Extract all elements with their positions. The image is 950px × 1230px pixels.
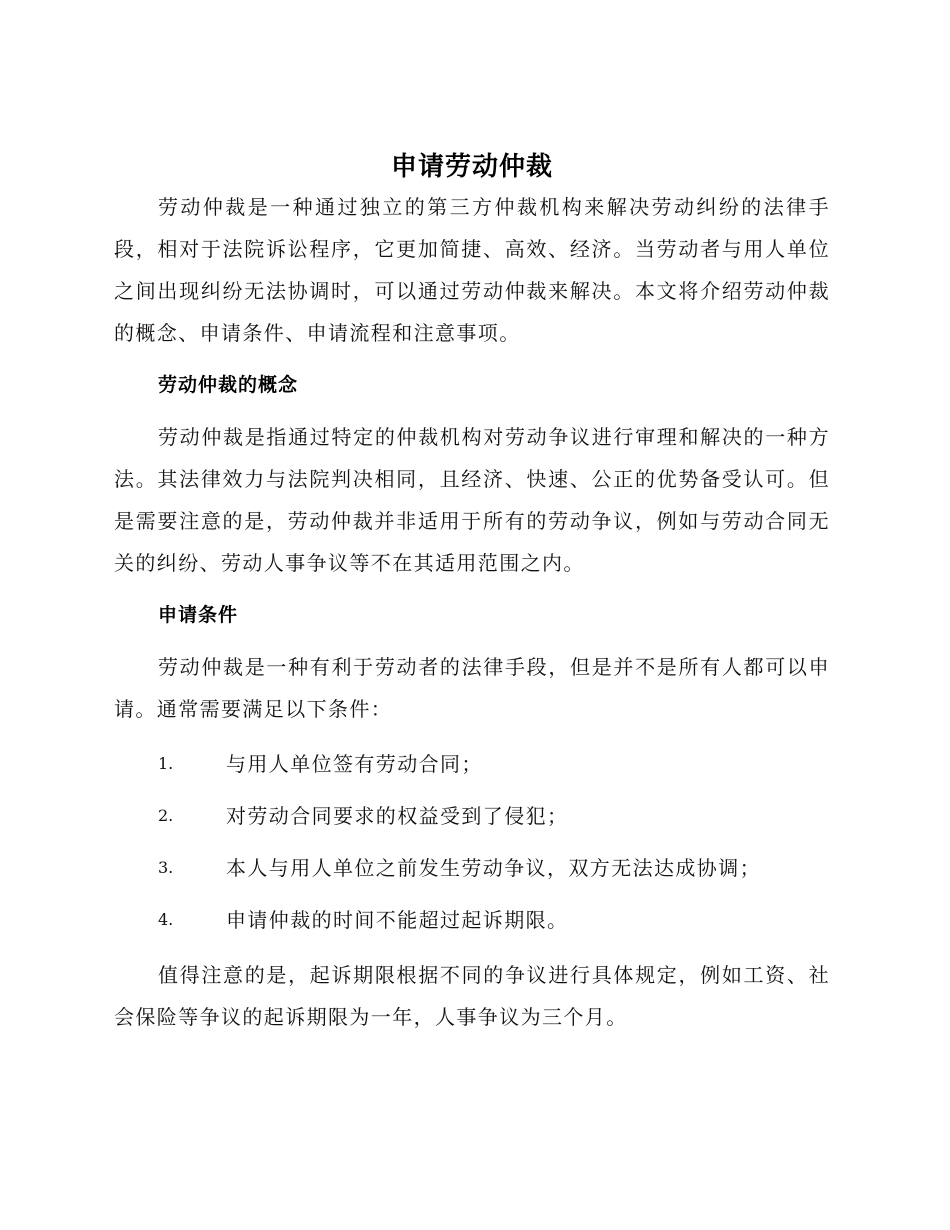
concept-paragraph: 劳动仲裁是指通过特定的仲裁机构对劳动争议进行审理和解决的一种方法。其法律效力与法院判决相同，且经济、快速、公正的优势备受认可。但是需要注意的是，劳动仲裁并非适用于所有的劳动争议，例如与劳动合同无关的纠纷、劳动人事争议等不在其适用范围之内。 (114, 425, 830, 575)
list-item-text: 与用人单位签有劳动合同； (226, 752, 483, 776)
list-item (114, 842, 830, 894)
document-title: 申请劳动仲裁 (390, 152, 553, 182)
intro-paragraph: 劳动仲裁是一种通过独立的第三方仲裁机构来解决劳动纠纷的法律手段，相对于法院诉讼程序，它更加简捷、高效、经济。当劳动者与用人单位之间出现纠纷无法协调时，可以通过劳动仲裁来解决。本文将介绍劳动仲裁的概念、申请条件、申请流程和注意事项。 (114, 195, 830, 345)
list-item-number: 3. (158, 858, 174, 877)
list-item (114, 894, 830, 946)
section-heading-conditions: 申请条件 (158, 604, 239, 626)
document-body (114, 148, 830, 1038)
list-item-text: 申请仲裁的时间不能超过起诉期限。 (226, 908, 569, 932)
list-item-number: 4. (158, 910, 174, 929)
list-item-number: 2. (158, 806, 174, 825)
list-item (114, 738, 830, 790)
list-item-text: 本人与用人单位之前发生劳动争议，双方无法达成协调； (226, 856, 761, 880)
section-heading-concept: 劳动仲裁的概念 (158, 374, 299, 396)
conditions-paragraph: 劳动仲裁是一种有利于劳动者的法律手段，但是并不是所有人都可以申请。通常需要满足以下条件： (114, 655, 830, 721)
conditions-list (114, 738, 830, 946)
note-paragraph: 值得注意的是，起诉期限根据不同的争议进行具体规定，例如工资、社会保险等争议的起诉期限为一年，人事争议为三个月。 (114, 963, 830, 1029)
list-item (114, 790, 830, 842)
list-item-number: 1. (158, 754, 174, 773)
list-item-text: 对劳动合同要求的权益受到了侵犯； (226, 804, 569, 828)
